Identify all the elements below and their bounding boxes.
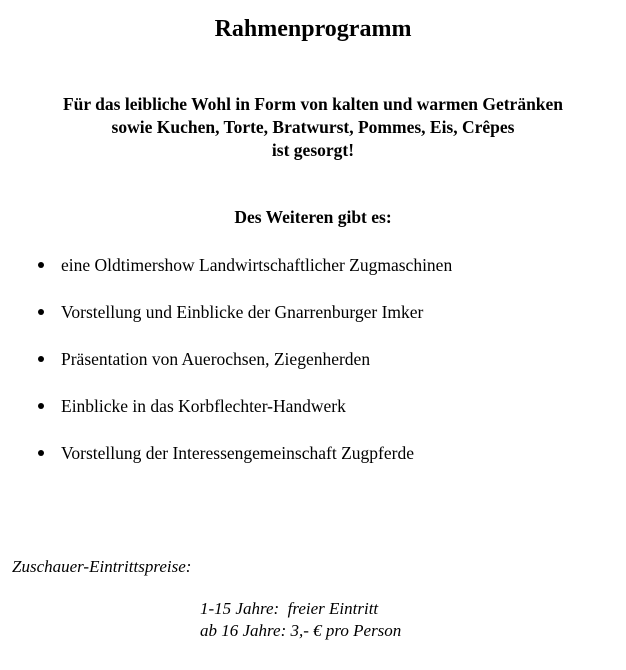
list-item — [0, 441, 452, 488]
bullet-icon — [38, 262, 44, 268]
bullet-icon — [38, 309, 44, 315]
bullet-icon — [38, 450, 44, 456]
list-item-text: eine Oldtimershow Landwirtschaftlicher Zugmaschinen — [61, 255, 453, 275]
prices-block — [200, 598, 401, 642]
list-item — [0, 394, 452, 441]
list-item — [0, 253, 452, 300]
features-list — [0, 253, 452, 488]
list-item-text: Vorstellung der Interessengemeinschaft Zugpferde — [61, 443, 414, 463]
features-heading: Des Weiteren gibt es: — [234, 207, 392, 227]
catering-intro-line: sowie Kuchen, Torte, Bratwurst, Pommes, Eis, Crêpes — [111, 117, 515, 137]
bullet-icon — [38, 403, 44, 409]
catering-intro-line: Für das leibliche Wohl in Form von kalten und warmen Getränken — [62, 94, 564, 114]
list-item — [0, 347, 452, 394]
bullet-icon — [38, 356, 44, 362]
list-item-text: Präsentation von Auerochsen, Ziegenherden — [61, 349, 371, 369]
list-item-text: Vorstellung und Einblicke der Gnarrenburger Imker — [61, 302, 424, 322]
page-title: Rahmenprogramm — [214, 16, 412, 42]
catering-intro — [0, 93, 626, 162]
list-item-text: Einblicke in das Korbflechter-Handwerk — [61, 396, 346, 416]
catering-intro-line: ist gesorgt! — [271, 140, 355, 160]
price-line: 1-15 Jahre: freier Eintritt — [200, 599, 379, 618]
prices-label: Zuschauer-Eintrittspreise: — [12, 557, 192, 576]
list-item — [0, 300, 452, 347]
price-line: ab 16 Jahre: 3,- € pro Person — [200, 621, 402, 640]
